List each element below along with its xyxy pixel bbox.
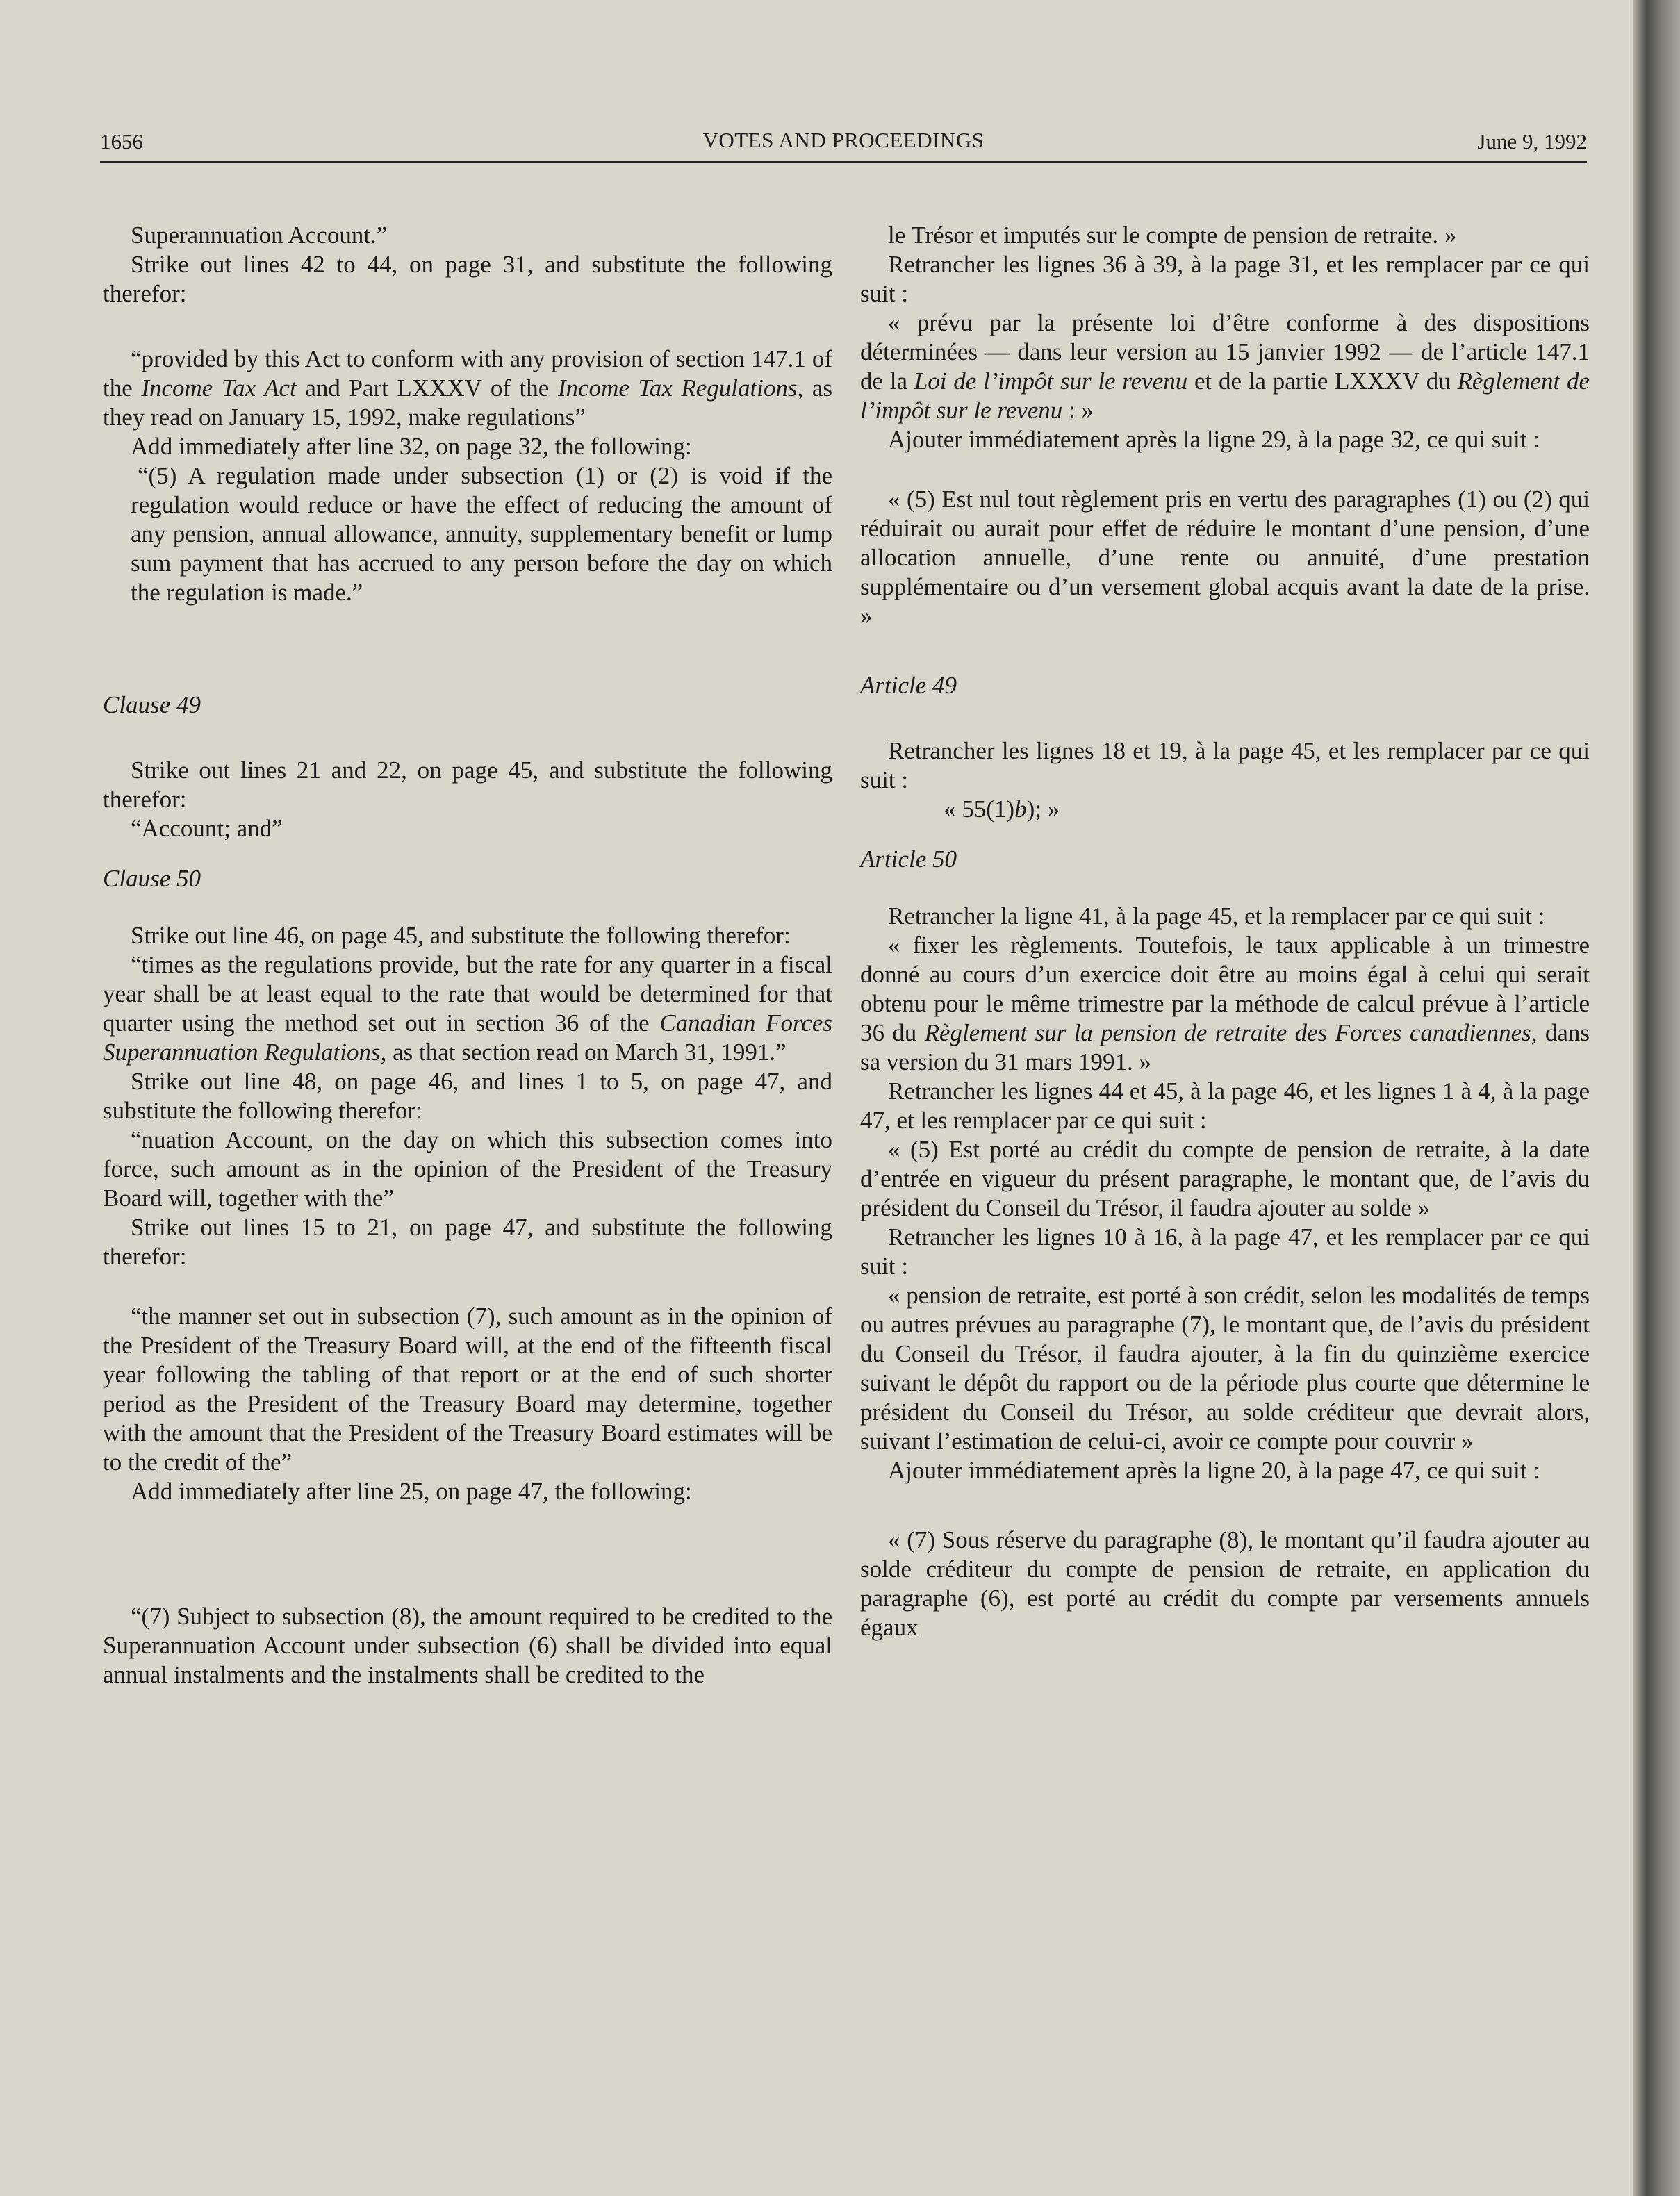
quoted-amendment: “Account; and” [131,815,283,842]
header-date: June 9, 1992 [1477,129,1587,154]
quoted-amendment: “nuation Account, on the day on which this subsection comes into force, such amount as in the opinion of the President of the Treasury Board will, together with the” [103,1126,832,1212]
paragraph: Ajouter immédiatement après la ligne 20, à la page 47, ce qui suit : [888,1457,1540,1484]
paragraph: Superannuation Account.” [131,222,388,249]
article-heading: Article 49 [860,672,957,699]
article-heading: Article 50 [860,845,957,873]
quoted-amendment: “provided by this Act to conform with any provision of section 147.1 of the Income Tax Act and Part LXXXV of the Income Tax Regulations, as they read on January 15, 1992, make regulations” [103,345,833,431]
paragraph: Retrancher la ligne 41, à la page 45, et la remplacer par ce qui suit : [888,902,1545,930]
paragraph: Retrancher les lignes 18 et 19, à la page 45, et les remplacer par ce qui suit : [860,737,1590,793]
paragraph: Add immediately after line 25, on page 47, the following: [131,1478,692,1505]
paragraph: Retrancher les lignes 10 à 16, à la page 47, et les remplacer par ce qui suit : [860,1223,1590,1280]
paragraph: Add immediately after line 32, on page 32, the following: [131,433,692,460]
paragraph: Strike out line 46, on page 45, and substitute the following therefor: [131,922,791,949]
quoted-amendment: « 55(1)b); » [944,795,1060,823]
quoted-amendment: « pension de retraite, est porté à son crédit, selon les modalités de temps ou autres prévues au paragraphe (7), le montant que, de l’avis du président du Conseil du Trésor, il faudra ajouter, à la fin du quinzième exercice suivant le dépôt du rapport ou de la période plus courte que détermine le président du Conseil du Trésor, au solde créditeur que devrait alors, suivant l’estimation de celui-ci, avoir ce compte pour couvrir » [860,1282,1590,1455]
clause-heading: Clause 50 [103,865,201,892]
quoted-amendment: “times as the regulations provide, but the rate for any quarter in a fiscal year shall be at least equal to the rate that would be determined for that quarter using the method set out in section 36 of the Canadian Forces Superannuation Regulations, as that section read on March 31, 1991.” [103,951,832,1066]
quoted-amendment: “the manner set out in subsection (7), such amount as in the opinion of the President of the Treasury Board will, at the end of the fifteenth fiscal year following the tabling of that report or at the end of such shorter period as the President of the Treasury Board may determine, together with the amount that the President of the Treasury Board estimates will be to the credit of the” [103,1303,832,1476]
paragraph: Retrancher les lignes 36 à 39, à la page 31, et les remplacer par ce qui suit : [860,251,1590,307]
paragraph: Retrancher les lignes 44 et 45, à la page 46, et les lignes 1 à 4, à la page 47, et les remplacer par ce qui suit : [860,1078,1590,1134]
paragraph: Strike out lines 21 and 22, on page 45, and substitute the following therefor: [103,757,832,813]
paragraph: le Trésor et imputés sur le compte de pension de retraite. » [888,222,1457,249]
paragraph: Ajouter immédiatement après la ligne 29, à la page 32, ce qui suit : [888,426,1540,453]
paragraph: Strike out line 48, on page 46, and lines 1 to 5, on page 47, and substitute the following therefor: [103,1068,832,1124]
paragraph: Strike out lines 42 to 44, on page 31, and substitute the following therefor: [103,251,832,307]
quoted-amendment: « (7) Sous réserve du paragraphe (8), le montant qu’il faudra ajouter au solde créditeur du compte de pension de retraite, en application du paragraphe (6), est porté au crédit du compte par versements annuels égaux [860,1526,1590,1641]
quoted-amendment: « (5) Est porté au crédit du compte de pension de retraite, à la date d’entrée en vigueur du présent paragraphe, le montant que, de l’avis du président du Conseil du Trésor, il faudra ajouter au solde » [860,1136,1590,1221]
quoted-amendment: “(5) A regulation made under subsection (1) or (2) is void if the regulation would reduce or have the effect of reducing the amount of any pension, annual allowance, annuity, supplementary benefit or lump sum payment that has accrued to any person before the day on which the regulation is made.” [131,462,832,606]
running-title: VOTES AND PROCEEDINGS [702,128,985,152]
paragraph: Strike out lines 15 to 21, on page 47, and substitute the following therefor: [103,1214,832,1270]
quoted-amendment: « fixer les règlements. Toutefois, le taux applicable à un trimestre donné au cours d’un exercice doit être au moins égal à celui qui serait obtenu pour le même trimestre par la méthode de calcul prévue à l’article 36 du Règlement sur la pension de retraite des Forces canadiennes, dans sa version du 31 mars 1991. » [860,932,1590,1075]
french-column [860,221,1590,1642]
quoted-amendment: « prévu par la présente loi d’être conforme à des dispositions déterminées — dans leur version au 15 janvier 1992 — de l’article 147.1 de la Loi de l’impôt sur le revenu et de la partie LXXXV du Règlement de l’impôt sur le revenu : » [860,309,1590,424]
english-column [103,221,832,1690]
page-header [100,124,1587,163]
page-binding-edge [1633,0,1680,2196]
quoted-amendment: « (5) Est nul tout règlement pris en vertu des paragraphes (1) ou (2) qui réduirait ou aurait pour effet de réduire le montant d’une pension, d’une allocation annuelle, d’une rente ou annuité, d’une prestation supplémentaire ou d’un versement global acquis avant la date de la prise. » [860,486,1590,629]
page-number: 1656 [100,129,143,154]
clause-heading: Clause 49 [103,691,201,718]
quoted-amendment: “(7) Subject to subsection (8), the amount required to be credited to the Superannuation Account under subsection (6) shall be divided into equal annual instalments and the instalments shall be credited to the [103,1603,832,1688]
